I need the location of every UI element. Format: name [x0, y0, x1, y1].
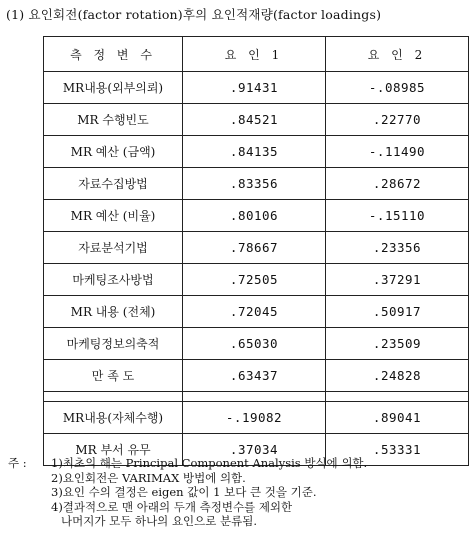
- row-factor-2: .37291: [326, 264, 469, 296]
- footnote-text: 4)결과적으로 맨 아래의 두개 측정변수를 제외한: [51, 499, 293, 514]
- row-factor-2: -.08985: [326, 72, 469, 104]
- row-factor-1: .72505: [183, 264, 326, 296]
- table-row: [44, 200, 469, 232]
- row-variable: MR 수행빈도: [44, 104, 183, 136]
- footnote-prefix: 주 :: [8, 456, 27, 470]
- row-variable: MR 예산 (비율): [44, 200, 183, 232]
- row-factor-1: .37034: [183, 434, 326, 466]
- row-factor-2: -.11490: [326, 136, 469, 168]
- row-factor-1: .80106: [183, 200, 326, 232]
- row-variable: 마케팅조사방법: [44, 264, 183, 296]
- spacer-cell: [183, 392, 326, 402]
- table-row: [44, 232, 469, 264]
- table-row: [44, 360, 469, 392]
- table-row: [44, 104, 469, 136]
- row-factor-2: .24828: [326, 360, 469, 392]
- footnote-text: 2)요인회전은 VARIMAX 방법에 의함.: [51, 470, 246, 485]
- footnotes: [8, 456, 468, 529]
- factor-loadings-table: [43, 36, 469, 466]
- table-row: [44, 328, 469, 360]
- row-factor-2: .23509: [326, 328, 469, 360]
- table-spacer-row: [44, 392, 469, 402]
- row-factor-2: .50917: [326, 296, 469, 328]
- footnote-item: [8, 500, 468, 515]
- table-header-row: [44, 37, 469, 72]
- row-factor-2: .23356: [326, 232, 469, 264]
- table-caption: (1) 요인회전(factor rotation)후의 요인적재량(factor loadings): [6, 7, 382, 22]
- row-factor-2: .89041: [326, 402, 469, 434]
- row-variable: 마케팅정보의축적: [44, 328, 183, 360]
- row-factor-1: .78667: [183, 232, 326, 264]
- footnote-text: 1)최초의 해는 Principal Component Analysis 방식에 의함.: [51, 456, 368, 470]
- row-factor-2: -.15110: [326, 200, 469, 232]
- row-factor-2: .53331: [326, 434, 469, 466]
- header-factor-2: 요 인 2: [326, 37, 469, 72]
- row-factor-2: .28672: [326, 168, 469, 200]
- footnote-item: [8, 456, 468, 471]
- row-factor-1: .63437: [183, 360, 326, 392]
- footnote-item: [8, 471, 468, 486]
- row-variable: 자료분석기법: [44, 232, 183, 264]
- row-factor-1: .91431: [183, 72, 326, 104]
- table-row: [44, 264, 469, 296]
- row-variable: MR 부서 유무: [44, 434, 183, 466]
- row-factor-1: .83356: [183, 168, 326, 200]
- footnote-item: [8, 514, 468, 529]
- spacer-cell: [326, 392, 469, 402]
- table-row: [44, 402, 469, 434]
- table-row: [44, 296, 469, 328]
- footnote-item: [8, 485, 468, 500]
- row-factor-1: .84521: [183, 104, 326, 136]
- row-variable: MR 내용 (전체): [44, 296, 183, 328]
- row-variable: MR내용(외부의뢰): [44, 72, 183, 104]
- row-factor-1: .72045: [183, 296, 326, 328]
- table-row: [44, 136, 469, 168]
- row-variable: 만 족 도: [44, 360, 183, 392]
- footnote-text: 3)요인 수의 결정은 eigen 값이 1 보다 큰 것을 기준.: [51, 485, 317, 499]
- table-row: [44, 168, 469, 200]
- row-factor-1: .84135: [183, 136, 326, 168]
- header-factor-1: 요 인 1: [183, 37, 326, 72]
- row-factor-1: -.19082: [183, 402, 326, 434]
- row-variable: MR 예산 (금액): [44, 136, 183, 168]
- row-factor-1: .65030: [183, 328, 326, 360]
- row-variable: MR내용(자체수행): [44, 402, 183, 434]
- row-factor-2: .22770: [326, 104, 469, 136]
- table-row: [44, 72, 469, 104]
- row-variable: 자료수집방법: [44, 168, 183, 200]
- spacer-cell: [44, 392, 183, 402]
- header-variable: 측 정 변 수: [44, 37, 183, 72]
- footnote-continuation: 나머지가 모두 하나의 요인으로 분류됨.: [61, 514, 258, 528]
